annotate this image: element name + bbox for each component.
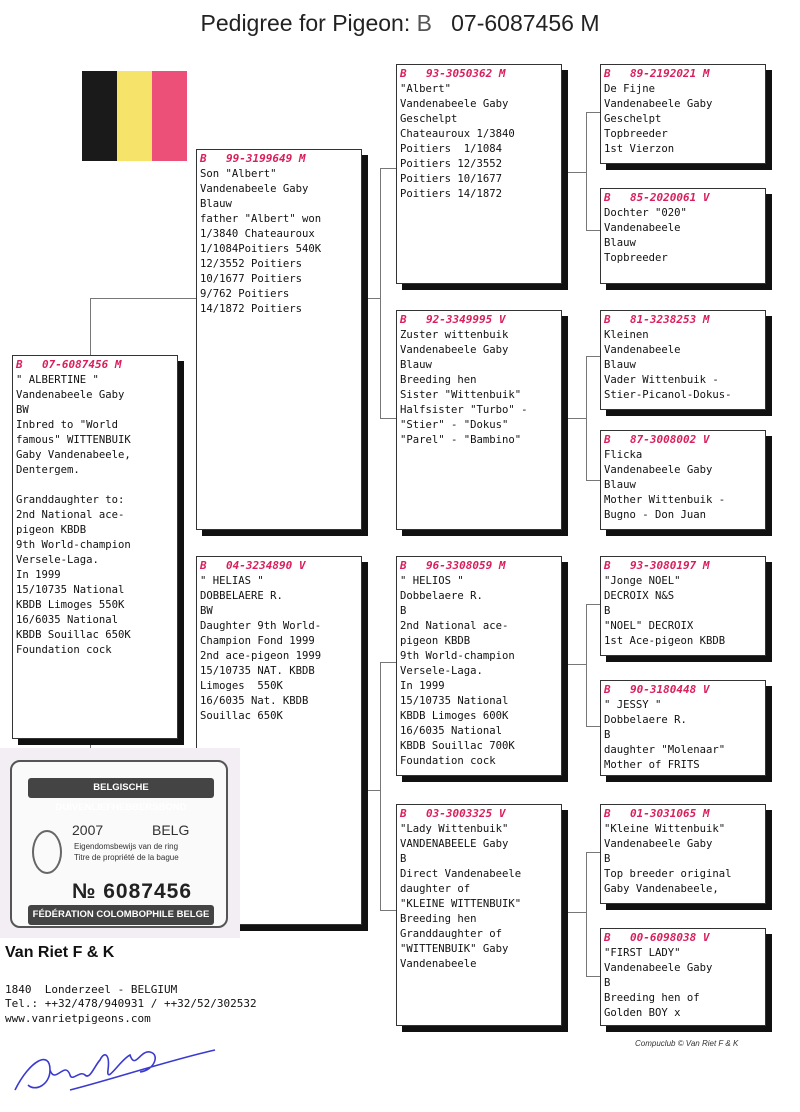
card-line: 15/10735 National [16,584,125,596]
ring-number: 96-3308059 M [426,559,506,572]
card-line: VANDENABEELE Gaby [400,838,509,850]
pigeon-card-great-grandparent [600,430,766,530]
pigeon-card-grandparent [396,556,562,776]
card-line: Vandenabeele Gaby [604,838,713,850]
card-line: Geschelpt [604,113,662,125]
connector-line [586,852,587,976]
card-header [604,807,762,821]
card-header [16,358,174,372]
card-line: 16/6035 National [16,614,119,626]
card-line: daughter "Molenaar" [604,744,726,756]
card-line: "Stier" - "Dokus" [400,419,509,431]
country-code: B [400,807,407,820]
pigeon-card-great-grandparent [600,188,766,284]
card-line: B [400,853,407,865]
card-line: Topbreeder [604,252,668,264]
connector-line [586,356,587,480]
card-line: Bugno - Don Juan [604,509,707,521]
card-line: B [400,605,407,617]
card-line: Vader Wittenbuik - [604,374,719,386]
ring-number: 93-3050362 M [426,67,506,80]
card-line: Mother of FRITS [604,759,700,771]
card-line: BW [16,404,29,416]
card-line: " HELIOS " [400,575,464,587]
country-code: B [604,67,611,80]
connector-line [362,298,380,299]
card-line: 16/6035 National [400,725,503,737]
card-line: Dobbelaere R. [604,714,687,726]
card-line: Gaby Vandenabeele, [604,883,719,895]
card-line: KBDB Souillac 700K [400,740,515,752]
pigeon-card-great-grandparent [600,804,766,904]
card-line: Granddaughter to: [16,494,125,506]
card-line: "Albert" [400,83,452,95]
card-line: Mother Wittenbuik - [604,494,726,506]
certificate-line-nl: Eigendomsbewijs van de ring [74,842,179,851]
card-line: B [604,853,611,865]
card-line: Dobbelaere R. [400,590,483,602]
card-line: Halfsister "Turbo" - [400,404,528,416]
card-line: B [604,605,611,617]
card-line: 1st Ace-pigeon KBDB [604,635,726,647]
card-line: 15/10735 National [400,695,509,707]
connector-line [566,912,586,913]
pigeon-card-great-grandparent [600,928,766,1026]
card-line: Poitiers 10/1677 [400,173,503,185]
card-line: 2nd National ace- [16,509,125,521]
flag-stripe-yellow [117,71,152,161]
card-line: Blauw [200,198,232,210]
card-line: Vandenabeele Gaby [200,183,309,195]
signature-icon [10,1030,220,1105]
ring-number: 81-3238253 M [630,313,710,326]
card-line: famous" WITTENBUIK [16,434,131,446]
ring-number: 92-3349995 V [426,313,506,326]
connector-line [90,298,91,356]
card-line: 1st Vierzon [604,143,675,155]
connector-line [380,168,397,169]
ring-number: 01-3031065 M [630,807,710,820]
card-line: 2nd National ace- [400,620,509,632]
card-line: 9th World-champion [16,539,131,551]
flag-stripe-red [152,71,187,161]
card-header [400,67,558,81]
card-line: Limoges 550K [200,680,283,692]
card-line: 1/1084Poitiers 540K [200,243,322,255]
card-line: daughter of [400,883,471,895]
card-line [16,478,174,493]
belgian-flag [82,71,187,161]
flag-stripe-black [82,71,117,161]
connector-line [362,790,380,791]
card-line: "Jonge NOEL" [604,575,681,587]
card-line: pigeon KBDB [16,524,87,536]
company-name: Van Riet F & K [5,944,115,961]
card-line: " HELIAS " [200,575,264,587]
certificate-country: BELG [152,822,190,838]
card-header [604,931,762,945]
card-line: 10/1677 Poitiers [200,273,303,285]
card-line: Direct Vandenabeele [400,868,522,880]
country-code: B [16,358,23,371]
card-line: Zuster wittenbuik [400,329,509,341]
card-line: B [604,729,611,741]
card-line: Top breeder original [604,868,732,880]
card-line: Daughter 9th World- [200,620,322,632]
ring-number: 90-3180448 V [630,683,710,696]
card-line: Flicka [604,449,643,461]
ring-certificate [0,748,240,938]
card-line: Souillac 650K [200,710,283,722]
card-line: "Kleine Wittenbuik" [604,823,726,835]
connector-line [586,976,600,977]
connector-line [566,664,586,665]
card-header [604,67,762,81]
card-line: Vandenabeele Gaby [400,98,509,110]
connector-line [566,418,586,419]
connector-line [380,418,397,419]
card-line: Stier-Picanol-Dokus- [604,389,732,401]
pigeon-card-great-grandparent [600,64,766,164]
connector-line [380,168,381,418]
page-title: Pedigree for Pigeon: B 07-6087456 M [200,10,600,36]
card-line: Vandenabeele Gaby [16,389,125,401]
ring-number: 89-2192021 M [630,67,710,80]
country-code: B [604,313,611,326]
pigeon-card-subject [12,355,178,739]
pigeon-card-sire [196,149,362,530]
card-line: KBDB Souillac 650K [16,629,131,641]
connector-line [586,230,600,231]
ring-number: 07-6087456 M [42,358,122,371]
card-line: Versele-Laga. [400,665,483,677]
card-line: B [604,977,611,989]
card-header [604,191,762,205]
card-line: Poitiers 12/3552 [400,158,503,170]
card-line: Topbreeder [604,128,668,140]
card-header [604,313,762,327]
card-line: father "Albert" won [200,213,322,225]
card-line: 14/1872 Poitiers [200,303,303,315]
ring-number: 00-6098038 V [630,931,710,944]
connector-line [566,172,586,173]
card-line: Granddaughter of [400,928,503,940]
connector-line [586,604,600,605]
card-header [400,313,558,327]
connector-line [586,112,587,230]
card-line: BW [200,605,213,617]
card-line: Foundation cock [400,755,496,767]
card-line: "NOEL" DECROIX [604,620,694,632]
country-code: B [400,313,407,326]
card-line: Gaby Vandenabeele, [16,449,131,461]
card-line: Vandenabeele Gaby [604,98,713,110]
connector-line [586,356,600,357]
card-header [604,683,762,697]
pigeon-card-grandparent [396,64,562,284]
company-website[interactable]: www.vanrietpigeons.com [5,1012,151,1025]
card-line: KBDB Limoges 550K [16,599,125,611]
card-line: Blauw [604,359,636,371]
ring-number: 93-3080197 M [630,559,710,572]
card-header [200,559,358,573]
card-header [604,559,762,573]
card-line: Dentergem. [16,464,80,476]
card-line: " ALBERTINE " [16,374,99,386]
certificate-org-bottom: FÉDÉRATION COLOMBOPHILE BELGE [28,905,214,925]
pigeon-card-great-grandparent [600,556,766,656]
card-line: "Parel" - "Bambino" [400,434,522,446]
card-line: Breeding hen [400,374,477,386]
connector-line [586,604,587,726]
card-line: Vandenabeele [400,958,477,970]
country-code: B [604,931,611,944]
card-line: Poitiers 1/1084 [400,143,503,155]
card-line: 2nd ace-pigeon 1999 [200,650,322,662]
connector-line [586,112,600,113]
pigeon-card-grandparent [396,804,562,1026]
card-line: 9/762 Poitiers [200,288,290,300]
country-code: B [604,807,611,820]
card-line: KBDB Limoges 600K [400,710,509,722]
certificate-line-fr: Titre de propriété de la bague [74,853,179,862]
card-line: " JESSY " [604,699,662,711]
certificate-number: № 6087456 [72,880,192,903]
card-line: DECROIX N&S [604,590,675,602]
card-line: Foundation cock [16,644,112,656]
connector-line [586,480,600,481]
pigeon-card-grandparent [396,310,562,530]
card-line: "Lady Wittenbuik" [400,823,509,835]
card-line: De Fijne [604,83,656,95]
card-line: Vandenabeele Gaby [604,464,713,476]
country-code: B [400,67,407,80]
card-line: "KLEINE WITTENBUIK" [400,898,522,910]
connector-line [380,662,397,663]
ring-icon [32,830,62,874]
card-line: Vandenabeele Gaby [604,962,713,974]
card-line: Inbred to "World [16,419,119,431]
card-line: Kleinen [604,329,649,341]
connector-line [380,910,397,911]
card-line: 9th World-champion [400,650,515,662]
card-line: "WITTENBUIK" Gaby [400,943,509,955]
ring-number: 99-3199649 M [226,152,306,165]
country-code: B [604,683,611,696]
card-line: Blauw [604,479,636,491]
certificate-year: 2007 [72,822,104,838]
connector-line [586,852,600,853]
card-header [400,807,558,821]
pigeon-card-great-grandparent [600,680,766,776]
card-line: Versele-Laga. [16,554,99,566]
card-line: Dochter "020" [604,207,687,219]
card-line: Breeding hen of [604,992,700,1004]
card-line: In 1999 [16,569,61,581]
country-code: B [200,559,207,572]
country-code: B [604,433,611,446]
connector-line [586,726,600,727]
card-line: pigeon KBDB [400,635,471,647]
card-header [604,433,762,447]
country-code: B [604,191,611,204]
ring-number: 03-3003325 V [426,807,506,820]
company-address: 1840 Londerzeel - BELGIUM [5,983,178,996]
card-line: Champion Fond 1999 [200,635,315,647]
card-line: 16/6035 Nat. KBDB [200,695,309,707]
card-line: Poitiers 14/1872 [400,188,503,200]
card-line: Geschelpt [400,113,458,125]
company-phone: Tel.: ++32/478/940931 / ++32/52/302532 [5,997,257,1010]
card-line: 12/3552 Poitiers [200,258,303,270]
pigeon-card-great-grandparent [600,310,766,410]
ring-number: 85-2020061 V [630,191,710,204]
connector-line [90,298,197,299]
ring-number: 04-3234890 V [226,559,306,572]
card-line: Sister "Wittenbuik" [400,389,522,401]
card-line: Vandenabeele [604,344,681,356]
card-line: Son "Albert" [200,168,277,180]
card-line: 15/10735 NAT. KBDB [200,665,315,677]
card-line: DOBBELAERE R. [200,590,283,602]
country-code: B [400,559,407,572]
footer-credit: Compuclub © Van Riet F & K [635,1039,739,1048]
card-line: Blauw [604,237,636,249]
card-line: Vandenabeele [604,222,681,234]
connector-line [380,662,381,910]
certificate-frame [10,760,228,928]
card-header [200,152,358,166]
card-line: Vandenabeele Gaby [400,344,509,356]
country-code: B [200,152,207,165]
certificate-org-top: BELGISCHE DUIVENLIEFHEBBERSBOND [28,778,214,798]
card-header [400,559,558,573]
ring-number: 87-3008002 V [630,433,710,446]
card-line: Breeding hen [400,913,477,925]
card-line: Golden BOY x [604,1007,681,1019]
card-line: Chateauroux 1/3840 [400,128,515,140]
card-line: "FIRST LADY" [604,947,681,959]
card-line: In 1999 [400,680,445,692]
country-code: B [604,559,611,572]
card-line: Blauw [400,359,432,371]
card-line: 1/3840 Chateauroux [200,228,315,240]
